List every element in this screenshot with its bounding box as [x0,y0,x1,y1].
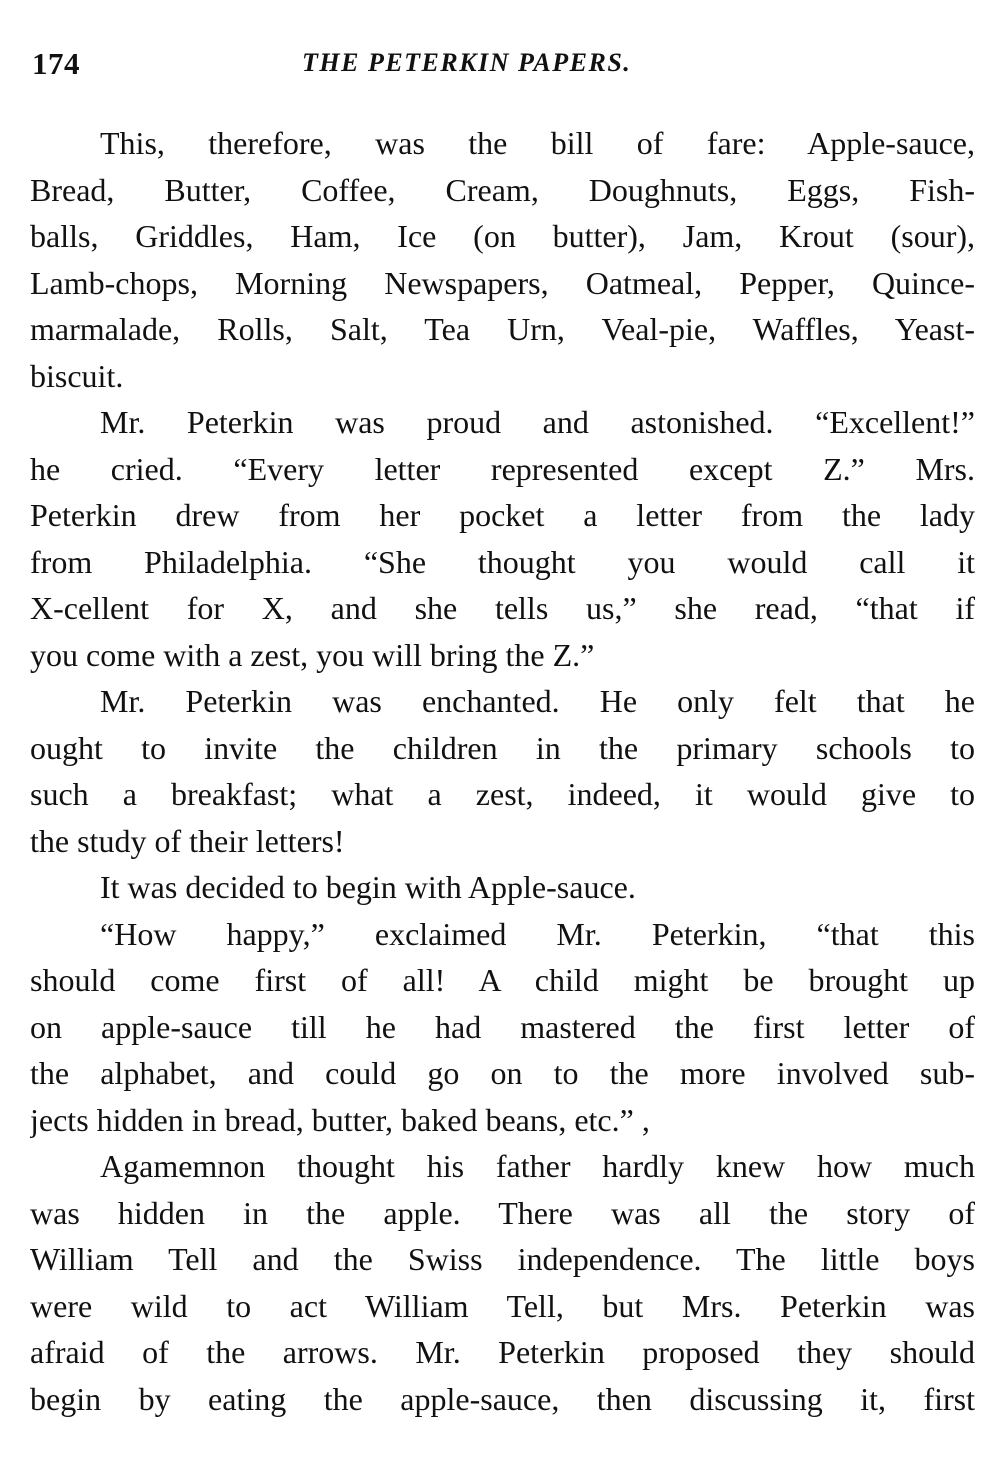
text-line: from Philadelphia. “She thought you would call it [30,543,975,580]
text-line: balls, Griddles, Ham, Ice (on butter), Jam, Krout (sour), [30,218,975,254]
text-line: the alphabet, and could go on to the more involved sub- [30,1055,975,1091]
text-line: jects hidden in bread, butter, baked beans, etc.” , [30,1101,650,1138]
text-line: William Tell and the Swiss independence. The little boys [30,1241,975,1277]
text-line: Mr. Peterkin was enchanted. He only felt that he [100,683,975,719]
text-line: Peterkin drew from her pocket a letter from the lady [30,497,975,533]
text-line: Lamb-chops, Morning Newspapers, Oatmeal, Pepper, Quince- [30,264,975,301]
body-text [30,120,975,1422]
page-header [32,46,977,86]
text-line: the study of their letters! [30,822,345,859]
text-line: X-cellent for X, and she tells us,” she read, “that if [30,590,975,626]
text-line: marmalade, Rolls, Salt, Tea Urn, Veal-pie, Waffles, Yeast- [30,311,975,347]
text-line: he cried. “Every letter represented except Z.” Mrs. [30,450,975,487]
text-line: afraid of the arrows. Mr. Peterkin proposed they should [30,1334,975,1370]
page-number: 174 [32,46,80,81]
text-line: Agamemnon thought his father hardly knew how much [100,1148,975,1184]
text-line: you come with a zest, you will bring the Z.” [30,636,595,673]
text-line: such a breakfast; what a zest, indeed, it would give to [30,776,975,812]
text-line: was hidden in the apple. There was all the story of [30,1194,975,1231]
text-line: “How happy,” exclaimed Mr. Peterkin, “that this [100,915,975,952]
text-line: begin by eating the apple-sauce, then discussing it, first [30,1380,975,1417]
text-line: Mr. Peterkin was proud and astonished. “Excellent!” [100,404,975,440]
running-head: THE PETERKIN PAPERS. [302,48,632,77]
text-line: This, therefore, was the bill of fare: Apple-sauce, [100,125,975,161]
text-line: Bread, Butter, Coffee, Cream, Doughnuts, Eggs, Fish- [30,171,975,208]
text-line: on apple-sauce till he had mastered the first letter of [30,1008,975,1045]
text-line: It was decided to begin with Apple-sauce. [100,869,636,905]
text-line: were wild to act William Tell, but Mrs. Peterkin was [30,1287,975,1324]
text-line: biscuit. [30,357,124,394]
text-line: ought to invite the children in the primary schools to [30,729,975,766]
text-line: should come first of all! A child might be brought up [30,962,975,998]
